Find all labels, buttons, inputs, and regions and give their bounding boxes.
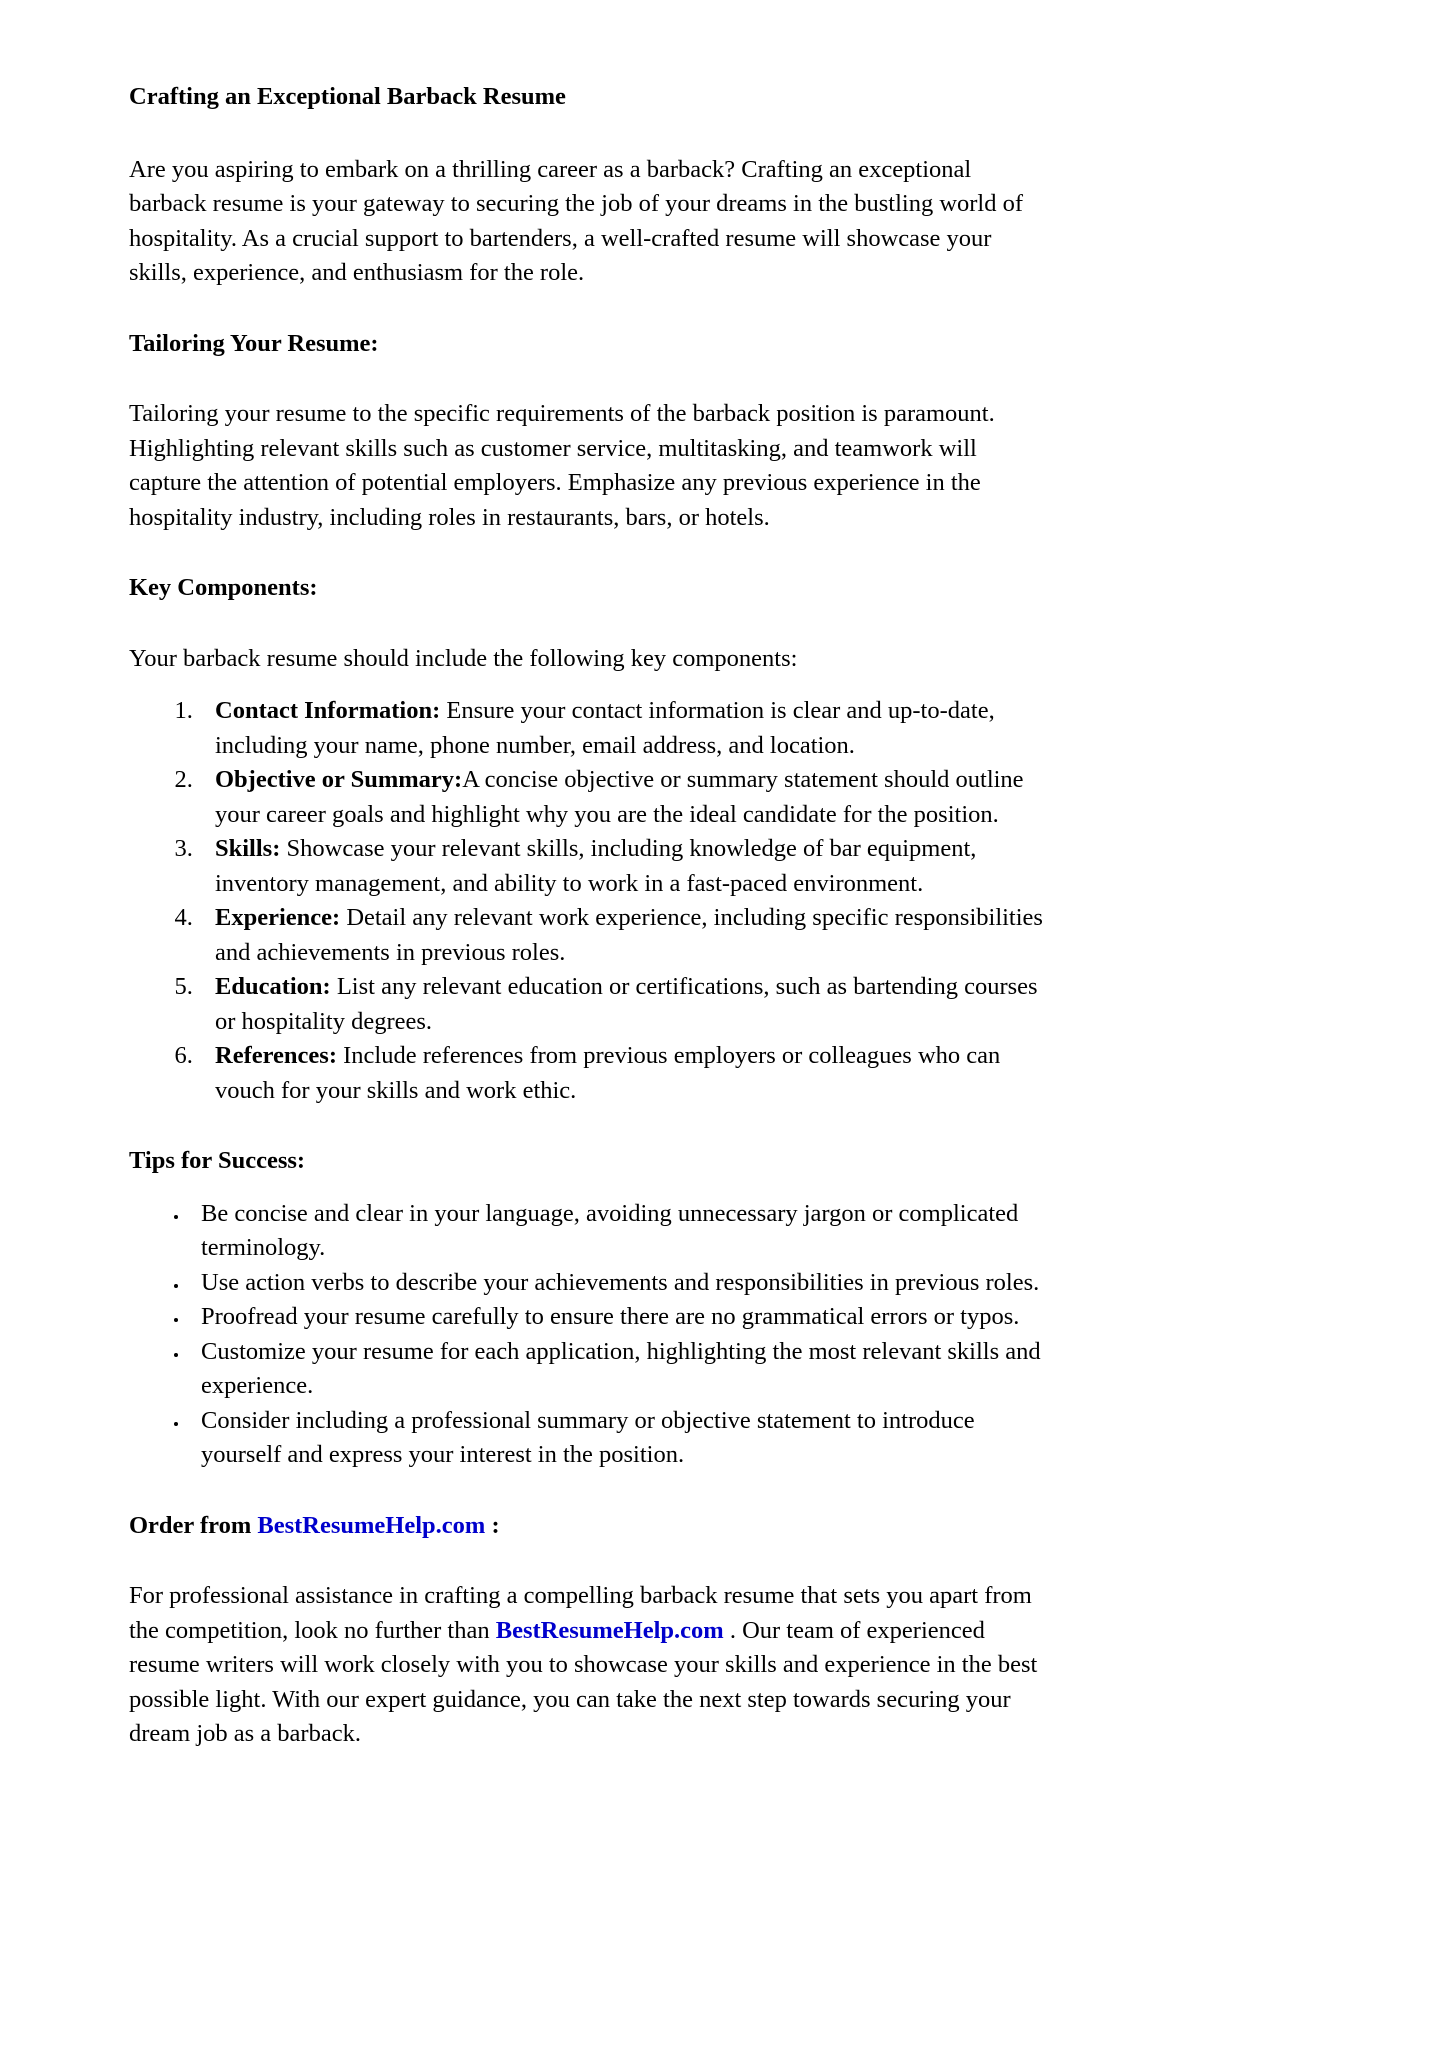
spacer (129, 1543, 1047, 1579)
list-item (199, 970, 1047, 1039)
order-paragraph (129, 1579, 1047, 1752)
list-item (199, 1039, 1047, 1108)
list-item (199, 901, 1047, 970)
list-item-text: A concise objective or summary statement should outline your career goals and highlight why you are the ideal candidate for the position. (215, 766, 1024, 828)
list-item-term: References: (215, 1042, 337, 1069)
spacer (129, 676, 1047, 694)
section-heading-tailoring: Tailoring Your Resume: (129, 329, 379, 357)
bestresumehelp-link-body[interactable]: BestResumeHelp.com (495, 1616, 724, 1644)
list-item: • Use action verbs to describe your achievements and responsibilities in previous roles. (189, 1266, 1047, 1301)
tips-list (129, 1197, 1047, 1473)
list-item (199, 694, 1047, 763)
section-heading-key-components: Key Components: (129, 574, 318, 601)
list-item-term: Experience: (215, 904, 341, 931)
order-paragraph-part1: For professional assistance in crafting a compelling barback resume that sets you apart from the competition, look no further than (129, 1582, 1032, 1644)
spacer (129, 115, 1047, 153)
spacer (129, 361, 1047, 397)
spacer (129, 535, 1047, 571)
list-item-term: Objective or Summary: (215, 766, 463, 793)
list-item-term: Education: (215, 973, 331, 1000)
list-item-text: Ensure your contact information is clear and up-to-date, including your name, phone number, email address, and location. (215, 697, 995, 759)
key-components-intro: Your barback resume should include the following key components: (129, 644, 798, 672)
spacer (129, 606, 1047, 642)
list-item-text: Detail any relevant work experience, including specific responsibilities and achievements in previous roles. (215, 904, 1043, 966)
section-heading-tips: Tips for Success: (129, 1147, 306, 1174)
list-item-text: Showcase your relevant skills, including knowledge of bar equipment, inventory management, and ability to work in a fast-paced environment. (215, 835, 977, 897)
spacer (129, 1179, 1047, 1197)
spacer (129, 291, 1047, 327)
spacer (129, 1108, 1047, 1144)
tailoring-paragraph: Tailoring your resume to the specific requirements of the barback position is paramount. Highlighting relevant skills such as customer service, multitasking, and teamwork will capture the attention of potential employers. Emphasize any previous experience in the hospitality industry, including roles in restaurants, bars, or hotels. (129, 400, 995, 531)
order-heading-suffix: : (485, 1511, 500, 1539)
bestresumehelp-link-heading[interactable]: BestResumeHelp.com (257, 1511, 486, 1539)
list-item: • Be concise and clear in your language, avoiding unnecessary jargon or complicated terminology. (189, 1197, 1047, 1266)
section-heading-order (129, 1509, 1047, 1544)
spacer (129, 1473, 1047, 1509)
list-item-text: List any relevant education or certifications, such as bartending courses or hospitality degrees. (215, 973, 1038, 1035)
list-item (199, 763, 1047, 832)
list-item: • Proofread your resume carefully to ensure there are no grammatical errors or typos. (189, 1300, 1047, 1335)
list-item-term: Skills: (215, 835, 281, 862)
page-title: Crafting an Exceptional Barback Resume (129, 83, 566, 110)
list-item: • Customize your resume for each application, highlighting the most relevant skills and experience. (189, 1335, 1047, 1404)
order-heading-prefix: Order from (129, 1511, 258, 1539)
intro-paragraph: Are you aspiring to embark on a thrilling career as a barback? Crafting an exceptional barback resume is your gateway to securing the job of your dreams in the bustling world of hospitality. As a crucial support to bartenders, a well-crafted resume will showcase your skills, experience, and enthusiasm for the role. (129, 155, 1024, 286)
order-paragraph-part2: . Our team of experienced resume writers will work closely with you to showcase your skills and experience in the best possible light. With our expert guidance, you can take the next step towards securing your dream job as a barback. (129, 1616, 1038, 1747)
key-components-list (129, 694, 1047, 1108)
list-item-term: Contact Information: (215, 697, 441, 724)
list-item: • Consider including a professional summary or objective statement to introduce yourself and express your interest in the position. (189, 1404, 1047, 1473)
document-body (129, 80, 1047, 1752)
list-item (199, 832, 1047, 901)
list-item-text: Include references from previous employers or colleagues who can vouch for your skills and work ethic. (215, 1042, 1001, 1104)
